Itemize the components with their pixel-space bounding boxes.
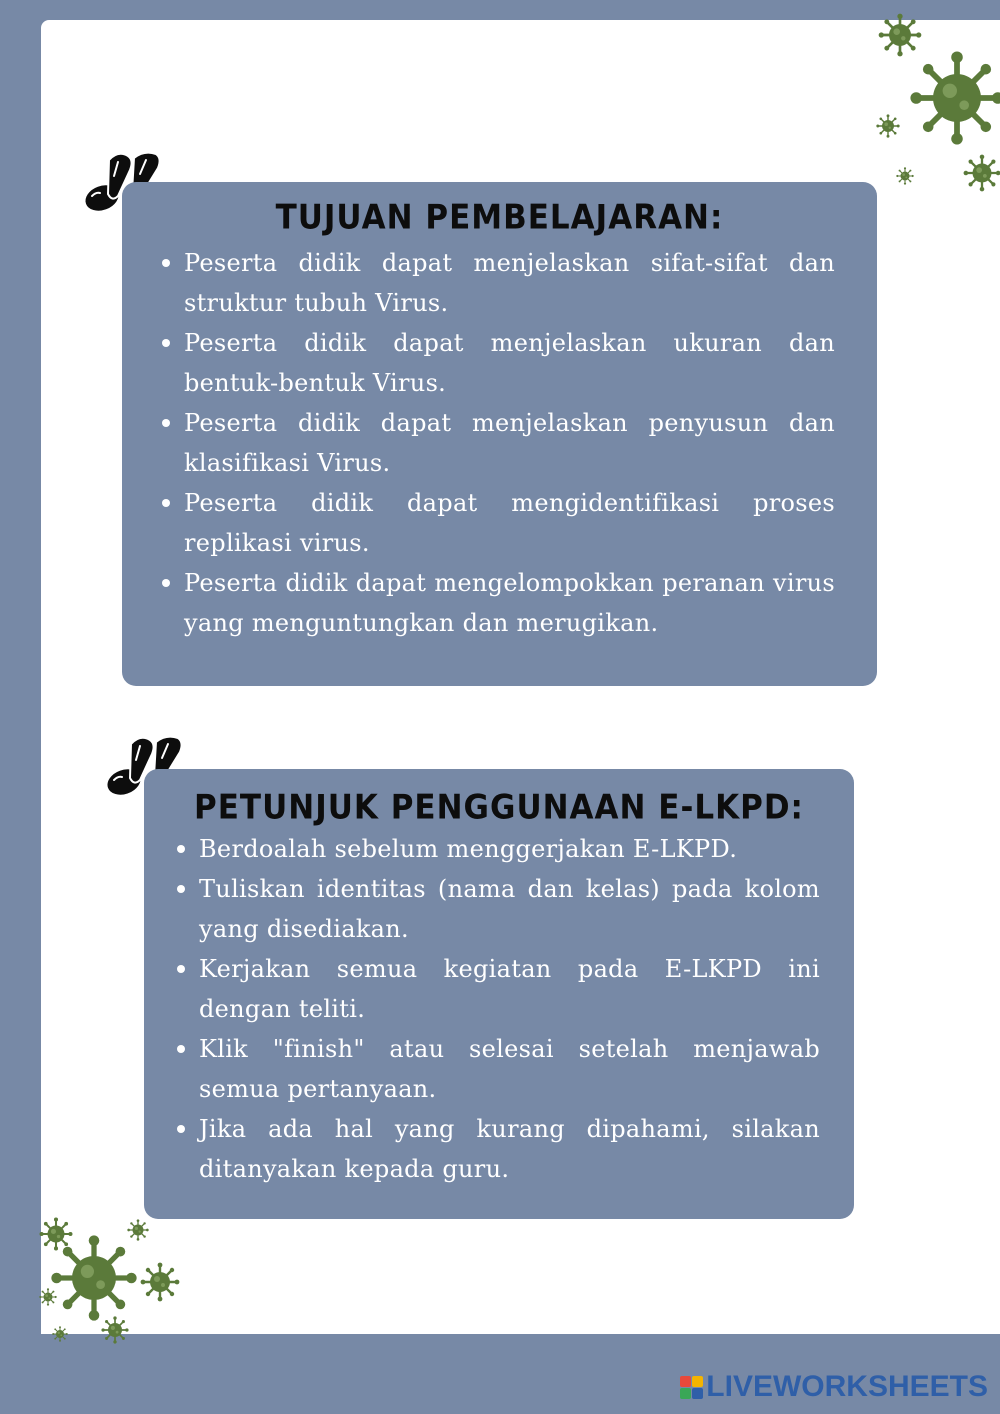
liveworksheets-logo[interactable] <box>680 1370 988 1404</box>
usage-instructions-list <box>144 825 854 1189</box>
virus-cluster-top-right <box>870 10 1000 200</box>
list-item: Kerjakan semua kegiatan pada E-LKPD ini dengan teliti. <box>199 949 820 1029</box>
list-item: Klik "finish" atau selesai setelah menjawab semua pertanyaan. <box>199 1029 820 1109</box>
logo-tile <box>680 1376 691 1387</box>
list-item: Peserta didik dapat mengelompokkan peranan virus yang menguntungkan dan merugikan. <box>184 563 835 643</box>
liveworksheets-logo-icon <box>680 1376 703 1399</box>
logo-tile <box>692 1388 703 1399</box>
list-item: Berdoalah sebelum menggerjakan E-LKPD. <box>199 829 820 869</box>
list-item: Peserta didik dapat menjelaskan ukuran dan bentuk-bentuk Virus. <box>184 323 835 403</box>
list-item: Tuliskan identitas (nama dan kelas) pada kolom yang disediakan. <box>199 869 820 949</box>
logo-tile <box>680 1388 691 1399</box>
list-item: Peserta didik dapat menjelaskan sifat-sifat dan struktur tubuh Virus. <box>184 243 835 323</box>
list-item: Peserta didik dapat mengidentifikasi proses replikasi virus. <box>184 483 835 563</box>
virus-cluster-bottom-left <box>38 1212 188 1352</box>
list-item: Peserta didik dapat menjelaskan penyusun dan klasifikasi Virus. <box>184 403 835 483</box>
brand-name: LIVEWORKSHEETS <box>706 1370 988 1403</box>
usage-instructions-card <box>144 769 854 1219</box>
learning-objectives-card <box>122 182 877 686</box>
list-item: Jika ada hal yang kurang dipahami, silakan ditanyakan kepada guru. <box>199 1109 820 1189</box>
usage-instructions-title: PETUNJUK PENGGUNAAN E-LKPD: <box>194 788 804 828</box>
logo-tile <box>692 1376 703 1387</box>
learning-objectives-title: TUJUAN PEMBELAJARAN: <box>275 198 724 238</box>
learning-objectives-list <box>122 235 877 643</box>
